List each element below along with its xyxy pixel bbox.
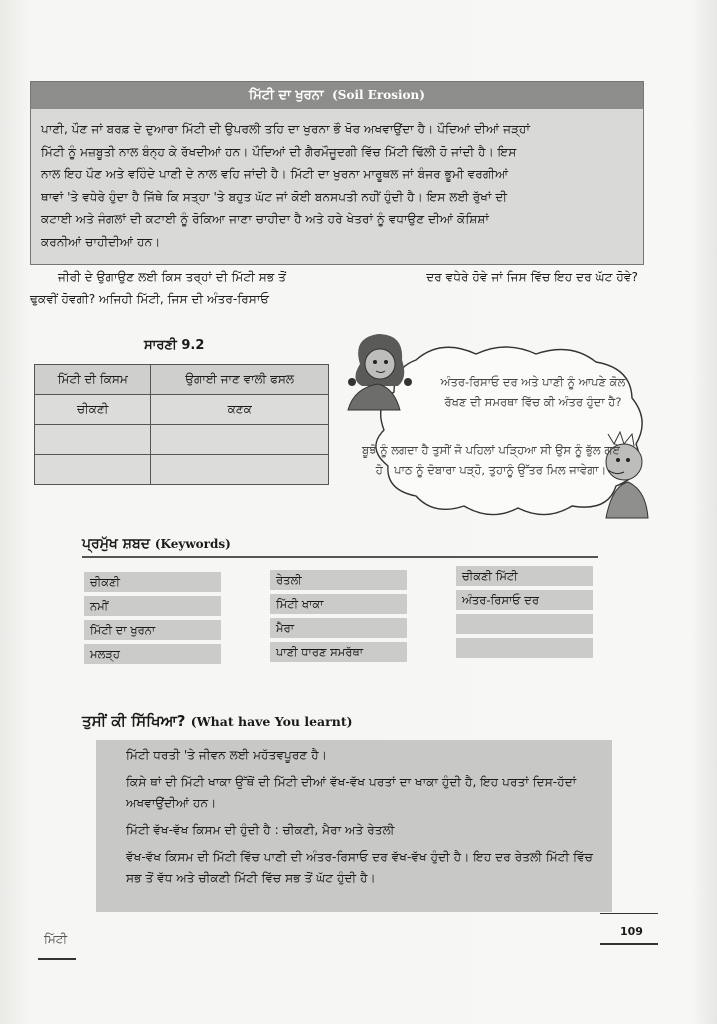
learnt-point: ਕਿਸੇ ਥਾਂ ਦੀ ਮਿੱਟੀ ਖਾਕਾ ਉੱਥੋਂ ਦੀ ਮਿੱਟੀ ਦੀਆਂ ਵੱਖ-ਵੱਖ ਪਰਤਾਂ ਦਾ ਖਾਕਾ ਹੁੰਦੀ ਹੈ, ਇਹ ਪਰਤਾਂ ਦਿਸ-ਹੱਦਾਂ ਅਖਵਾਉਂਦੀਆਂ ਹਨ। (126, 775, 577, 810)
soil-erosion-text (41, 118, 633, 253)
learnt-point: ਮਿੱਟੀ ਧਰਤੀ 'ਤੇ ਜੀਵਨ ਲਈ ਮਹੱਤਵਪੂਰਣ ਹੈ। (126, 748, 327, 762)
table-row (35, 395, 329, 425)
learnt-point: ਮਿੱਟੀ ਵੱਖ-ਵੱਖ ਕਿਸਮ ਦੀ ਹੁੰਦੀ ਹੈ : ਚੀਕਣੀ, ਮੈਰਾ ਅਤੇ ਰੇਤਲੀ (126, 823, 395, 837)
table-header-row (35, 365, 329, 395)
intro-line2: ਢੁਕਵੀਂ ਹੋਵਗੀ? ਅਜਿਹੀ ਮਿੱਟੀ, ਜਿਸ ਦੀ ਅੰਤਰ-ਰਿਸਾਓ (30, 292, 270, 306)
table-row (35, 455, 329, 485)
table-cell (35, 455, 151, 485)
learnt-heading-en: (What have You learnt) (190, 714, 353, 729)
soil-erosion-title-en: (Soil Erosion) (332, 88, 425, 102)
table-cell: ਕਣਕ (151, 395, 329, 425)
erosion-line: ਕਰਨੀਆਂ ਚਾਹੀਦੀਆਂ ਹਨ। (41, 234, 161, 249)
keywords-heading (82, 536, 231, 552)
soil-erosion-box (30, 81, 644, 265)
keyword-item: ਮਿੱਟੀ ਖਾਕਾ (270, 594, 407, 614)
keyword-item (456, 614, 593, 634)
table-cell: ਚੀਕਣੀ (35, 395, 151, 425)
table-header: ਉਗਾਈ ਜਾਣ ਵਾਲੀ ਫਸਲ (151, 365, 329, 395)
table-cell (35, 425, 151, 455)
soil-erosion-title (31, 82, 643, 109)
cloud-question: ਅੰਤਰ-ਰਿਸਾਓ ਦਰ ਅਤੇ ਪਾਣੀ ਨੂੰ ਆਪਣੇ ਕੋਲ ਰੱਖਣ ਦੀ ਸਮਰਥਾ ਵਿੱਚ ਕੀ ਅੰਤਰ ਹੁੰਦਾ ਹੈ? (440, 375, 626, 409)
intro-left: ਜੀਰੀ ਦੇ ਉਗਾਉਣ ਲਈ ਕਿਸ ਤਰ੍ਹਾਂ ਦੀ ਮਿੱਟੀ ਸਭ ਤੋਂ (58, 270, 287, 284)
intro-paragraph (30, 266, 642, 310)
erosion-line: ਪਾਣੀ, ਪੌਣ ਜਾਂ ਬਰਫ਼ ਦੇ ਦੁਆਰਾ ਮਿੱਟੀ ਦੀ ਉਪਰਲੀ ਤਹਿ ਦਾ ਖੁਰਨਾ ਭੌ ਖੋਰ ਅਖਵਾਉਂਦਾ ਹੈ। ਪੌਦਿਆਂ ਦੀਆਂ ਜੜ੍ਹਾਂ (41, 122, 530, 136)
erosion-line: ਥਾਵਾਂ 'ਤੇ ਵਧੇਰੇ ਹੁੰਦਾ ਹੈ ਜਿੱਥੇ ਕਿ ਸਤ੍ਹਾ 'ਤੇ ਬਹੁਤ ਘੱਟ ਜਾਂ ਕੋਈ ਬਨਸਪਤੀ ਨਹੀਂ ਹੁੰਦੀ ਹੈ। ਇਸ ਲਈ ਰੁੱਖਾਂ ਦੀ (41, 189, 508, 204)
table-row (35, 425, 329, 455)
erosion-line: ਮਿੱਟੀ ਨੂੰ ਮਜ਼ਬੂਤੀ ਨਾਲ ਬੰਨ੍ਹ ਕੇ ਰੱਖਦੀਆਂ ਹਨ। ਪੌਦਿਆਂ ਦੀ ਗੈਰਮੌਜੂਦਗੀ ਵਿੱਚ ਮਿੱਟੀ ਢਿੱਲੀ ਹੋ ਜਾਂਦੀ ਹੈ। ਇਸ (41, 144, 517, 159)
footer-divider-bottom (600, 943, 658, 945)
keyword-item: ਮਲੜ੍ਹ (84, 644, 221, 664)
footer-divider-top (600, 913, 658, 914)
learnt-point: ਵੱਖ-ਵੱਖ ਕਿਸਮ ਦੀ ਮਿੱਟੀ ਵਿੱਚ ਪਾਣੀ ਦੀ ਅੰਤਰ-ਰਿਸਾਓ ਦਰ ਵੱਖ-ਵੱਖ ਹੁੰਦੀ ਹੈ। ਇਹ ਦਰ ਰੇਤਲੀ ਮਿੱਟੀ ਵਿੱਚ ਸਭ ਤੋਂ ਵੱਧ ਅਤੇ ਚੀਕਣੀ ਮਿੱਟੀ ਵਿੱਚ ਸਭ ਤੋਂ ਘੱਟ ਹੁੰਦੀ ਹੈ। (126, 850, 593, 885)
keyword-item: ਰੇਤਲੀ (270, 570, 407, 590)
erosion-line: ਨਾਲ ਇਹ ਪੌਣ ਅਤੇ ਵਹਿੰਦੇ ਪਾਣੀ ਦੇ ਨਾਲ ਵਹਿ ਜਾਂਦੀ ਹੈ। ਮਿੱਟੀ ਦਾ ਖੁਰਨਾ ਮਾਰੂਥਲ ਜਾਂ ਬੰਜਰ ਭੂਮੀ ਵਰਗੀਆਂ (41, 167, 509, 181)
keywords-divider (82, 556, 598, 558)
chapter-label: ਮਿੱਟੀ (44, 932, 68, 946)
table-caption: ਸਾਰਣੀ 9.2 (144, 338, 205, 353)
table-cell (151, 425, 329, 455)
keyword-item: ਮਿੱਟੀ ਦਾ ਖੁਰਨਾ (84, 620, 221, 640)
page-number: 109 (620, 925, 643, 938)
keyword-item: ਪਾਣੀ ਧਾਰਣ ਸਮਰੱਥਾ (270, 642, 407, 662)
soil-erosion-title-pa: ਮਿੱਟੀ ਦਾ ਖੁਰਨਾ (249, 88, 324, 103)
table-header: ਮਿੱਟੀ ਦੀ ਕਿਸਮ (35, 365, 151, 395)
cloud-answer: ਬੂਝੋ ਨੂੰ ਲਗਦਾ ਹੈ ਤੁਸੀਂ ਜੋ ਪਹਿਲਾਂ ਪੜ੍ਹਿਆ ਸੀ ਉਸ ਨੂੰ ਭੁੱਲ ਗਏ ਹੋ। ਪਾਠ ਨੂੰ ਦੋਬਾਰਾ ਪੜ੍ਹੋ, ਤੁਹਾਨੂੰ ਉੱਤਰ ਮਿਲ ਜਾਵੇਗਾ। (362, 443, 620, 477)
keyword-item: ਚੀਕਣੀ (84, 572, 221, 592)
learnt-text (126, 745, 596, 895)
soil-crop-table (34, 364, 329, 485)
footer-divider-left (38, 958, 76, 960)
learnt-heading (82, 712, 353, 730)
table-cell (151, 455, 329, 485)
keywords-heading-pa: ਪ੍ਰਮੁੱਖ ਸ਼ਬਦ (82, 536, 150, 552)
learnt-heading-pa: ਤੁਸੀਂ ਕੀ ਸਿੱਖਿਆ? (82, 712, 186, 730)
erosion-line: ਕਟਾਈ ਅਤੇ ਜੰਗਲਾਂ ਦੀ ਕਟਾਈ ਨੂੰ ਰੋਕਿਆ ਜਾਣਾ ਚਾਹੀਦਾ ਹੈ ਅਤੇ ਹਰੇ ਖੇਤਰਾਂ ਨੂੰ ਵਧਾਉਣ ਦੀਆਂ ਕੋਸ਼ਿਸ਼ਾਂ (41, 212, 489, 226)
keyword-item: ਚੀਕਣੀ ਮਿੱਟੀ (456, 566, 593, 586)
keyword-item: ਮੈਰਾ (270, 618, 407, 638)
keyword-item: ਅੰਤਰ-ਰਿਸਾਓ ਦਰ (456, 590, 593, 610)
intro-right: ਦਰ ਵਧੇਰੇ ਹੋਵੇ ਜਾਂ ਜਿਸ ਵਿੱਚ ਇਹ ਦਰ ਘੱਟ ਹੋਵੇ? (426, 270, 638, 284)
paheli-character-icon (338, 326, 422, 412)
keyword-item: ਨਮੀਂ (84, 596, 221, 616)
keywords-heading-en: (Keywords) (154, 537, 231, 551)
keyword-item (456, 638, 593, 658)
